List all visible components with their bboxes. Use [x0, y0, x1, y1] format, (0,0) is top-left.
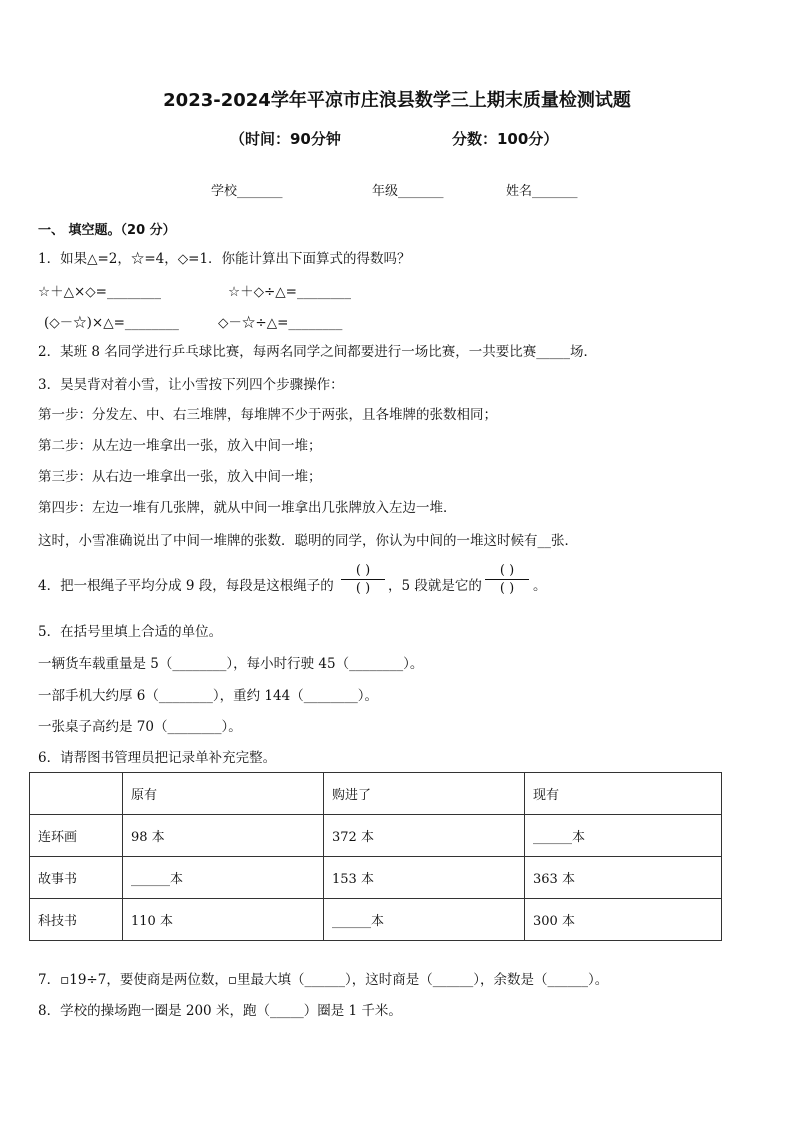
- q1-expression-4: ◇－☆÷△=________: [218, 315, 343, 331]
- exam-score: 分数：100分）: [452, 130, 559, 148]
- table-cell: 连环画: [30, 815, 123, 857]
- q1-expression-1: ☆＋△×◇=________: [38, 284, 161, 300]
- table-cell: 科技书: [30, 899, 123, 941]
- q5-line-2: 一部手机大约厚 6（________），重约 144（________）。: [38, 688, 378, 704]
- q5-line-3: 一张桌子高约是 70（________）。: [38, 719, 242, 735]
- section-heading: 一、 填空题。（20 分）: [38, 223, 176, 238]
- table-cell: 153 本: [324, 857, 525, 899]
- question-5: 5．在括号里填上合适的单位。: [38, 624, 223, 640]
- question-3: 3．昊昊背对着小雪，让小雪按下列四个步骤操作：: [38, 377, 344, 393]
- fraction-bar: [485, 579, 529, 580]
- table-cell[interactable]: ______本: [525, 815, 722, 857]
- q3-step-3: 第三步：从右边一堆拿出一张，放入中间一堆；: [38, 469, 322, 485]
- fraction-bar: [341, 579, 385, 580]
- table-cell: 98 本: [123, 815, 324, 857]
- table-row: [30, 815, 722, 857]
- table-header-cell: 现有: [525, 773, 722, 815]
- table-cell: 372 本: [324, 815, 525, 857]
- numerator-blank[interactable]: ( ): [499, 563, 515, 578]
- question-4-part-3: 。: [533, 578, 547, 594]
- question-6: 6．请帮图书管理员把记录单补充完整。: [38, 750, 277, 766]
- fraction-blank-2[interactable]: [485, 563, 529, 596]
- table-row: [30, 899, 722, 941]
- question-1: 1．如果△=2，☆=4，◇=1．你能计算出下面算式的得数吗？: [38, 251, 411, 267]
- question-4-part-2: ，5 段就是它的: [388, 578, 482, 594]
- table-cell[interactable]: ______本: [123, 857, 324, 899]
- table-header-row: [30, 773, 722, 815]
- name-field: 姓名_______: [506, 184, 578, 199]
- question-8: 8．学校的操场跑一圈是 200 米，跑（_____）圈是 1 千米。: [38, 1003, 402, 1019]
- grade-field: 年级_______: [372, 184, 444, 199]
- q3-conclusion: 这时，小雪准确说出了中间一堆牌的张数．聪明的同学，你认为中间的一堆这时候有__张．: [38, 533, 578, 549]
- table-cell: 363 本: [525, 857, 722, 899]
- question-7: 7．▫19÷7，要使商是两位数，▫里最大填（______），这时商是（______），余数是（______）。: [38, 972, 609, 988]
- page-title: 2023-2024学年平凉市庄浪县数学三上期末质量检测试题: [163, 90, 631, 111]
- table-cell: 110 本: [123, 899, 324, 941]
- q5-line-1: 一辆货车载重量是 5（________），每小时行驶 45（________）。: [38, 656, 424, 672]
- q3-step-4: 第四步：左边一堆有几张牌，就从中间一堆拿出几张牌放入左边一堆．: [38, 500, 457, 516]
- denominator-blank[interactable]: ( ): [499, 581, 515, 596]
- table-header-cell: 购进了: [324, 773, 525, 815]
- table-cell[interactable]: ______本: [324, 899, 525, 941]
- q1-expression-3: (◇－☆)×△=________: [44, 315, 179, 331]
- numerator-blank[interactable]: ( ): [355, 563, 371, 578]
- table-header-cell: [30, 773, 123, 815]
- table-cell: 故事书: [30, 857, 123, 899]
- denominator-blank[interactable]: ( ): [355, 581, 371, 596]
- q3-step-1: 第一步：分发左、中、右三堆牌，每堆牌不少于两张，且各堆牌的张数相同；: [38, 407, 497, 423]
- table-cell: 300 本: [525, 899, 722, 941]
- fraction-blank-1[interactable]: [341, 563, 385, 596]
- exam-time: （时间：90分钟: [230, 130, 341, 148]
- table-header-cell: 原有: [123, 773, 324, 815]
- q1-expression-2: ☆＋◇÷△=________: [228, 284, 351, 300]
- school-field: 学校_______: [211, 184, 283, 199]
- q3-step-2: 第二步：从左边一堆拿出一张，放入中间一堆；: [38, 438, 322, 454]
- table-row: [30, 857, 722, 899]
- question-4-part-1: 4．把一根绳子平均分成 9 段，每段是这根绳子的: [38, 578, 334, 594]
- record-table: [29, 772, 722, 941]
- question-2: 2．某班 8 名同学进行乒乓球比赛，每两名同学之间都要进行一场比赛，一共要比赛_____场．: [38, 344, 598, 360]
